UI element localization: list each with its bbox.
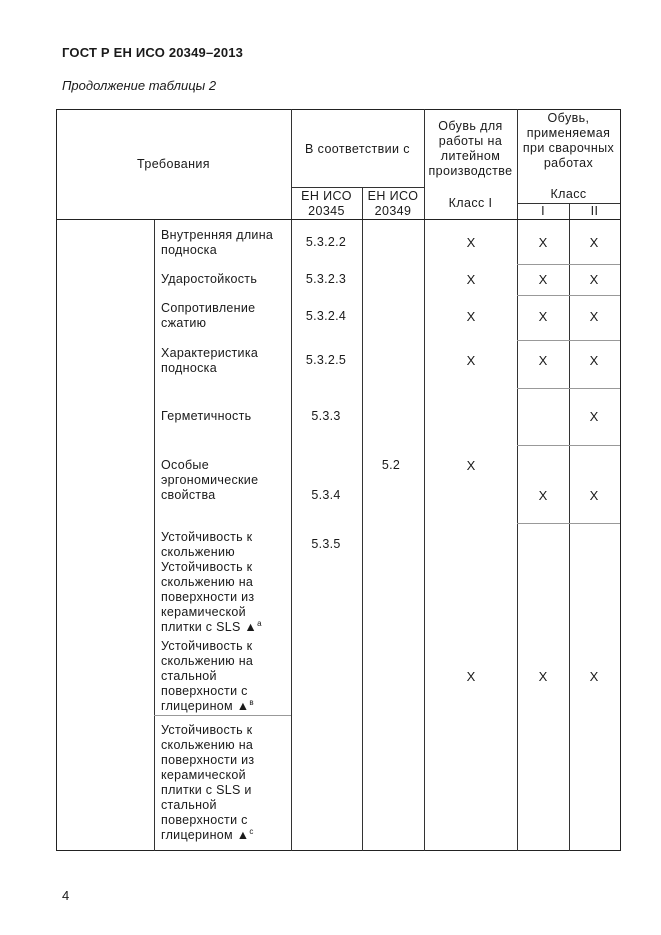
requirement-line: Сопротивление (161, 301, 256, 315)
mark-welding-ii: X (589, 309, 599, 324)
requirement-line-text: глицерином ▲ (161, 699, 250, 713)
ref-20345: 5.3.5 (311, 537, 341, 551)
header-welding-class-ii: II (590, 204, 599, 218)
requirement-line: Устойчивость к (161, 530, 253, 544)
ref-20349: 5.2 (381, 458, 401, 472)
requirement-cell (161, 560, 262, 635)
ref-20345: 5.3.2.3 (305, 272, 347, 286)
header-foundry-class: Класс I (448, 196, 493, 210)
mark-welding-ii: X (589, 488, 599, 503)
divider-welding (517, 109, 518, 851)
header-foundry (424, 119, 517, 179)
requirement-cell (161, 228, 273, 258)
divider-header-accordance (291, 187, 424, 188)
mark-welding-i: X (538, 488, 548, 503)
requirement-cell (161, 272, 257, 287)
requirement-line: Внутренняя длина (161, 228, 274, 242)
divider-class-i-ii (569, 203, 570, 851)
requirement-cell (161, 530, 252, 560)
divider-first-column (154, 219, 155, 851)
header-welding-line: применяемая (526, 126, 611, 140)
requirement-line (161, 828, 254, 843)
divider-foundry (424, 109, 425, 851)
requirement-line: Герметичность (161, 409, 252, 423)
requirement-line: поверхности с (161, 684, 248, 698)
footnote-mark: в (249, 697, 254, 707)
mark-welding-ii: X (589, 235, 599, 250)
requirement-line: поверхности из (161, 753, 255, 767)
mark-foundry: X (466, 309, 476, 324)
mark-welding-i: X (538, 272, 548, 287)
divider-row-3 (517, 340, 620, 341)
mark-welding-i: X (538, 669, 548, 684)
ref-20345: 5.3.3 (311, 409, 341, 423)
ref-20345: 5.3.2.5 (305, 353, 347, 367)
footnote-mark: a (257, 618, 262, 628)
header-foundry-line: работы на (438, 134, 503, 148)
requirement-line: скольжению (161, 545, 235, 559)
header-foundry-line: литейном (440, 149, 501, 163)
requirement-line: Особые (161, 458, 209, 472)
header-welding-class-i: I (541, 204, 545, 218)
requirements-table (56, 109, 621, 851)
requirement-line: стальной (161, 669, 217, 683)
footnote-mark: c (249, 826, 254, 836)
divider-row-5 (517, 445, 620, 446)
mark-foundry: X (466, 669, 476, 684)
header-welding-line: при сварочных (522, 141, 615, 155)
mark-welding-ii: X (589, 409, 599, 424)
mark-welding-i: X (538, 235, 548, 250)
requirement-line (161, 620, 262, 635)
header-foundry-line: производстве (428, 164, 513, 178)
divider-row-7 (154, 715, 291, 716)
requirement-line-text: плитки с SLS ▲ (161, 620, 258, 634)
divider-header-body (56, 219, 621, 220)
header-std-20345 (291, 189, 362, 219)
requirement-line: плитки с SLS и (161, 783, 252, 797)
requirement-line: Ударостойкость (161, 272, 258, 286)
divider-row-1 (517, 264, 620, 265)
divider-row-4 (517, 388, 620, 389)
requirement-line: свойства (161, 488, 216, 502)
mark-welding-ii: X (589, 353, 599, 368)
table-border-right (620, 109, 621, 851)
requirement-line: Устойчивость к (161, 639, 253, 653)
header-welding-class: Класс (550, 187, 587, 201)
requirement-line: скольжению на (161, 738, 254, 752)
divider-requirements (291, 109, 292, 851)
requirement-line: подноска (161, 361, 217, 375)
ref-20345: 5.3.2.2 (305, 235, 347, 249)
header-welding-line: работах (543, 156, 594, 170)
page-number: 4 (62, 888, 70, 903)
mark-welding-i: X (538, 353, 548, 368)
requirement-line: сжатию (161, 316, 207, 330)
header-foundry-line: Обувь для (438, 119, 503, 133)
mark-foundry: X (466, 353, 476, 368)
divider-std-body (362, 219, 363, 851)
requirement-cell (161, 409, 251, 424)
requirement-line: скольжению на (161, 654, 254, 668)
requirement-cell (161, 346, 258, 376)
header-requirements: Требования (137, 157, 210, 171)
requirement-line: поверхности с (161, 813, 248, 827)
header-accordance: В соответствии с (305, 142, 410, 156)
requirement-cell (161, 723, 254, 843)
mark-foundry: X (466, 458, 476, 473)
header-welding (517, 111, 620, 171)
requirement-line (161, 699, 254, 714)
requirement-line: Устойчивость к (161, 560, 253, 574)
header-welding-line: Обувь, (547, 111, 590, 125)
mark-welding-i: X (538, 309, 548, 324)
requirement-cell (161, 639, 254, 714)
header-std-20349-line1: ЕН ИСО (367, 189, 419, 203)
requirement-line: поверхности из (161, 590, 255, 604)
ref-20345: 5.3.2.4 (305, 309, 347, 323)
requirement-line: Устойчивость к (161, 723, 253, 737)
document-title: ГОСТ Р ЕН ИСО 20349–2013 (62, 45, 244, 60)
requirement-line: керамической (161, 605, 246, 619)
mark-welding-ii: X (589, 669, 599, 684)
requirement-line: эргономические (161, 473, 259, 487)
requirement-cell (161, 301, 255, 331)
mark-foundry: X (466, 235, 476, 250)
requirement-line: скольжению на (161, 575, 254, 589)
header-std-20349-line2: 20349 (374, 204, 412, 218)
requirement-cell (161, 458, 258, 503)
header-std-20349 (362, 189, 424, 219)
mark-welding-ii: X (589, 272, 599, 287)
divider-row-6 (517, 523, 620, 524)
requirement-line-text: глицерином ▲ (161, 828, 250, 842)
table-border-left (56, 109, 57, 851)
requirement-line: Характеристика (161, 346, 259, 360)
divider-row-2 (517, 295, 620, 296)
mark-foundry: X (466, 272, 476, 287)
requirement-line: керамической (161, 768, 246, 782)
ref-20345: 5.3.4 (311, 488, 341, 502)
table-continuation-caption: Продолжение таблицы 2 (62, 78, 217, 93)
requirement-line: подноска (161, 243, 217, 257)
requirement-line: стальной (161, 798, 217, 812)
header-std-20345-line2: 20345 (308, 204, 345, 218)
header-std-20345-line1: ЕН ИСО (301, 189, 352, 203)
